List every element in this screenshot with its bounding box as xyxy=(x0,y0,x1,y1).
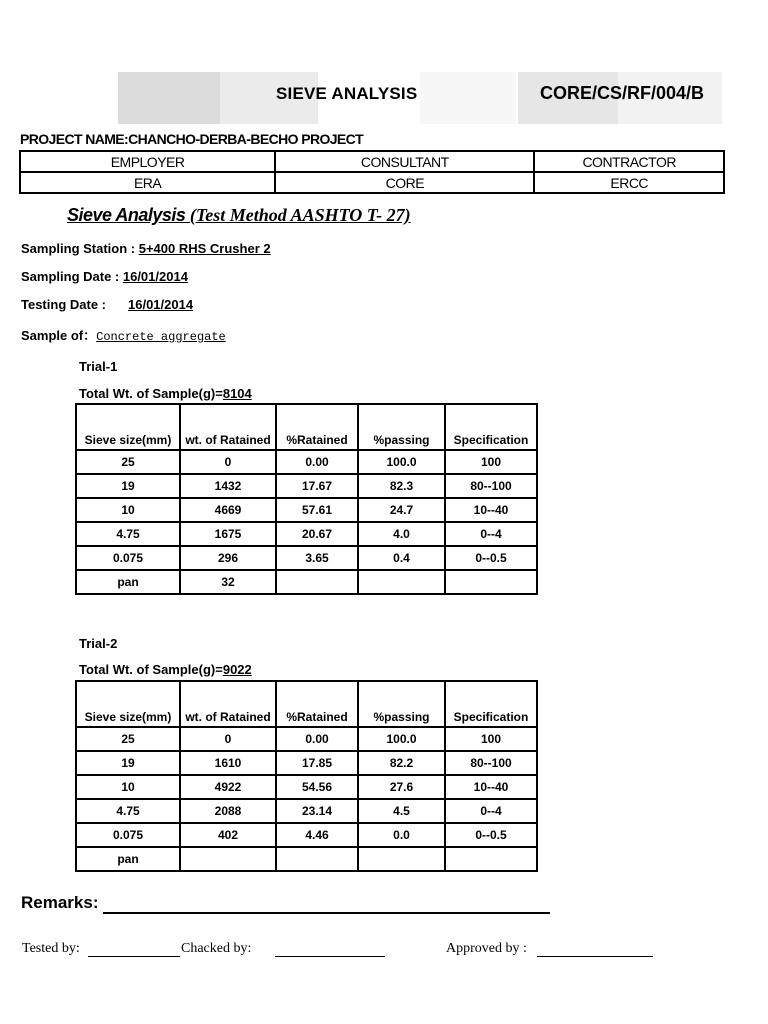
column-header: %passing xyxy=(358,681,445,727)
table-cell xyxy=(276,570,358,594)
table-cell: 24.7 xyxy=(358,498,445,522)
consultant-value: CORE xyxy=(275,172,534,193)
table-cell: 2088 xyxy=(180,799,276,823)
table-cell: 0--4 xyxy=(445,522,537,546)
column-header: wt. of Ratained xyxy=(180,681,276,727)
table-cell xyxy=(276,847,358,871)
table-cell: 402 xyxy=(180,823,276,847)
sampling-station xyxy=(21,240,271,258)
table-cell: 17.85 xyxy=(276,751,358,775)
column-header: wt. of Ratained xyxy=(180,404,276,450)
table-cell: 0 xyxy=(180,727,276,751)
table-cell xyxy=(180,847,276,871)
table-cell: 0 xyxy=(180,450,276,474)
table-row xyxy=(76,775,537,799)
table-row xyxy=(76,498,537,522)
column-header: Specification xyxy=(445,404,537,450)
sample-of xyxy=(21,325,226,345)
sample-of-value: Concrete aggregate xyxy=(96,330,226,344)
table-cell xyxy=(358,847,445,871)
testing-date xyxy=(21,296,106,314)
employer-header: EMPLOYER xyxy=(20,151,275,172)
trial-1-table xyxy=(75,403,538,595)
table-cell: 10 xyxy=(76,498,180,522)
sample-of-label: Sample of： xyxy=(21,328,97,343)
checked-by-line xyxy=(275,956,385,957)
trial-1-total xyxy=(79,386,252,401)
column-header: Specification xyxy=(445,681,537,727)
table-cell: 0--4 xyxy=(445,799,537,823)
table-cell: 0.075 xyxy=(76,823,180,847)
table-cell: 25 xyxy=(76,727,180,751)
trial-1-total-label: Total Wt. of Sample(g)= xyxy=(79,386,223,401)
column-header: Sieve size(mm) xyxy=(76,404,180,450)
parties-header-row xyxy=(20,151,724,172)
table-cell: 27.6 xyxy=(358,775,445,799)
table-cell: 54.56 xyxy=(276,775,358,799)
table-row xyxy=(76,847,537,871)
remarks-line xyxy=(103,912,550,914)
table-cell: 1610 xyxy=(180,751,276,775)
table-cell: 25 xyxy=(76,450,180,474)
sampling-date-value: 16/01/2014 xyxy=(122,269,188,284)
testing-date-value: 16/01/2014 xyxy=(128,297,194,312)
contractor-value: ERCC xyxy=(534,172,724,193)
remarks-label: Remarks: xyxy=(21,893,99,912)
parties-table xyxy=(19,150,725,194)
table-row xyxy=(76,570,537,594)
document-title: SIEVE ANALYSIS xyxy=(276,84,418,103)
column-header-row xyxy=(76,681,537,727)
trial-1-label: Trial-1 xyxy=(79,359,118,374)
sampling-station-label: Sampling Station : xyxy=(21,241,139,256)
table-cell: 0.00 xyxy=(276,450,358,474)
table-cell: 32 xyxy=(180,570,276,594)
table-cell: 0.00 xyxy=(276,727,358,751)
method-rest: (Test Method AASHTO T- 27) xyxy=(185,205,411,225)
column-header-row xyxy=(76,404,537,450)
table-row xyxy=(76,799,537,823)
table-cell: 20.67 xyxy=(276,522,358,546)
column-header: %passing xyxy=(358,404,445,450)
table-row xyxy=(76,522,537,546)
table-cell: 10 xyxy=(76,775,180,799)
parties-value-row xyxy=(20,172,724,193)
testing-date-label: Testing Date : xyxy=(21,297,106,312)
header-shade xyxy=(118,72,220,124)
trial-2-total xyxy=(79,662,252,677)
trial-2-label: Trial-2 xyxy=(79,636,118,651)
table-cell: 4922 xyxy=(180,775,276,799)
table-cell: 4.75 xyxy=(76,522,180,546)
table-row xyxy=(76,751,537,775)
employer-value: ERA xyxy=(20,172,275,193)
checked-by-label: Chacked by: xyxy=(181,941,252,956)
table-cell: pan xyxy=(76,570,180,594)
table-cell xyxy=(445,570,537,594)
table-cell: 17.67 xyxy=(276,474,358,498)
project-name: PROJECT NAME:CHANCHO-DERBA-BECHO PROJECT xyxy=(20,131,364,147)
method-lead: Sieve Analysis xyxy=(67,205,186,225)
table-cell: 296 xyxy=(180,546,276,570)
tested-by-label: Tested by: xyxy=(22,941,80,956)
table-cell xyxy=(445,847,537,871)
test-method-heading xyxy=(67,205,411,226)
table-cell: 10--40 xyxy=(445,498,537,522)
table-row xyxy=(76,474,537,498)
table-cell: 4.5 xyxy=(358,799,445,823)
table-cell: 82.2 xyxy=(358,751,445,775)
tested-by-line xyxy=(88,956,180,957)
table-cell: 80--100 xyxy=(445,474,537,498)
table-cell: 19 xyxy=(76,474,180,498)
table-cell: 0.4 xyxy=(358,546,445,570)
table-row xyxy=(76,546,537,570)
table-cell: 4.0 xyxy=(358,522,445,546)
table-cell: 19 xyxy=(76,751,180,775)
table-cell: 1675 xyxy=(180,522,276,546)
trial-2-total-label: Total Wt. of Sample(g)= xyxy=(79,662,223,677)
table-cell: 4.46 xyxy=(276,823,358,847)
table-cell: 0--0.5 xyxy=(445,823,537,847)
trial-2-total-value: 9022 xyxy=(222,662,252,677)
table-cell: 0.075 xyxy=(76,546,180,570)
table-cell: pan xyxy=(76,847,180,871)
trial-2-table xyxy=(75,680,538,872)
approved-by-line xyxy=(537,956,653,957)
table-cell: 1432 xyxy=(180,474,276,498)
approved-by-label: Approved by : xyxy=(446,941,527,956)
table-cell: 100 xyxy=(445,727,537,751)
column-header: %Ratained xyxy=(276,681,358,727)
column-header: %Ratained xyxy=(276,404,358,450)
table-cell: 100.0 xyxy=(358,727,445,751)
table-row xyxy=(76,823,537,847)
table-cell xyxy=(358,570,445,594)
column-header: Sieve size(mm) xyxy=(76,681,180,727)
table-cell: 23.14 xyxy=(276,799,358,823)
testing-date-value-wrap xyxy=(128,296,193,314)
sampling-date-label: Sampling Date : xyxy=(21,269,123,284)
table-cell: 3.65 xyxy=(276,546,358,570)
table-cell: 0--0.5 xyxy=(445,546,537,570)
sampling-station-value: 5+400 RHS Crusher 2 xyxy=(138,241,271,256)
table-cell: 82.3 xyxy=(358,474,445,498)
consultant-header: CONSULTANT xyxy=(275,151,534,172)
table-cell: 10--40 xyxy=(445,775,537,799)
sampling-date xyxy=(21,268,188,286)
table-cell: 4669 xyxy=(180,498,276,522)
contractor-header: CONTRACTOR xyxy=(534,151,724,172)
table-row xyxy=(76,450,537,474)
table-cell: 100.0 xyxy=(358,450,445,474)
table-cell: 0.0 xyxy=(358,823,445,847)
table-row xyxy=(76,727,537,751)
trial-1-total-value: 8104 xyxy=(222,386,252,401)
header-shade xyxy=(420,72,516,124)
document-code: CORE/CS/RF/004/B xyxy=(540,83,705,103)
table-cell: 4.75 xyxy=(76,799,180,823)
table-cell: 100 xyxy=(445,450,537,474)
table-cell: 57.61 xyxy=(276,498,358,522)
table-cell: 80--100 xyxy=(445,751,537,775)
